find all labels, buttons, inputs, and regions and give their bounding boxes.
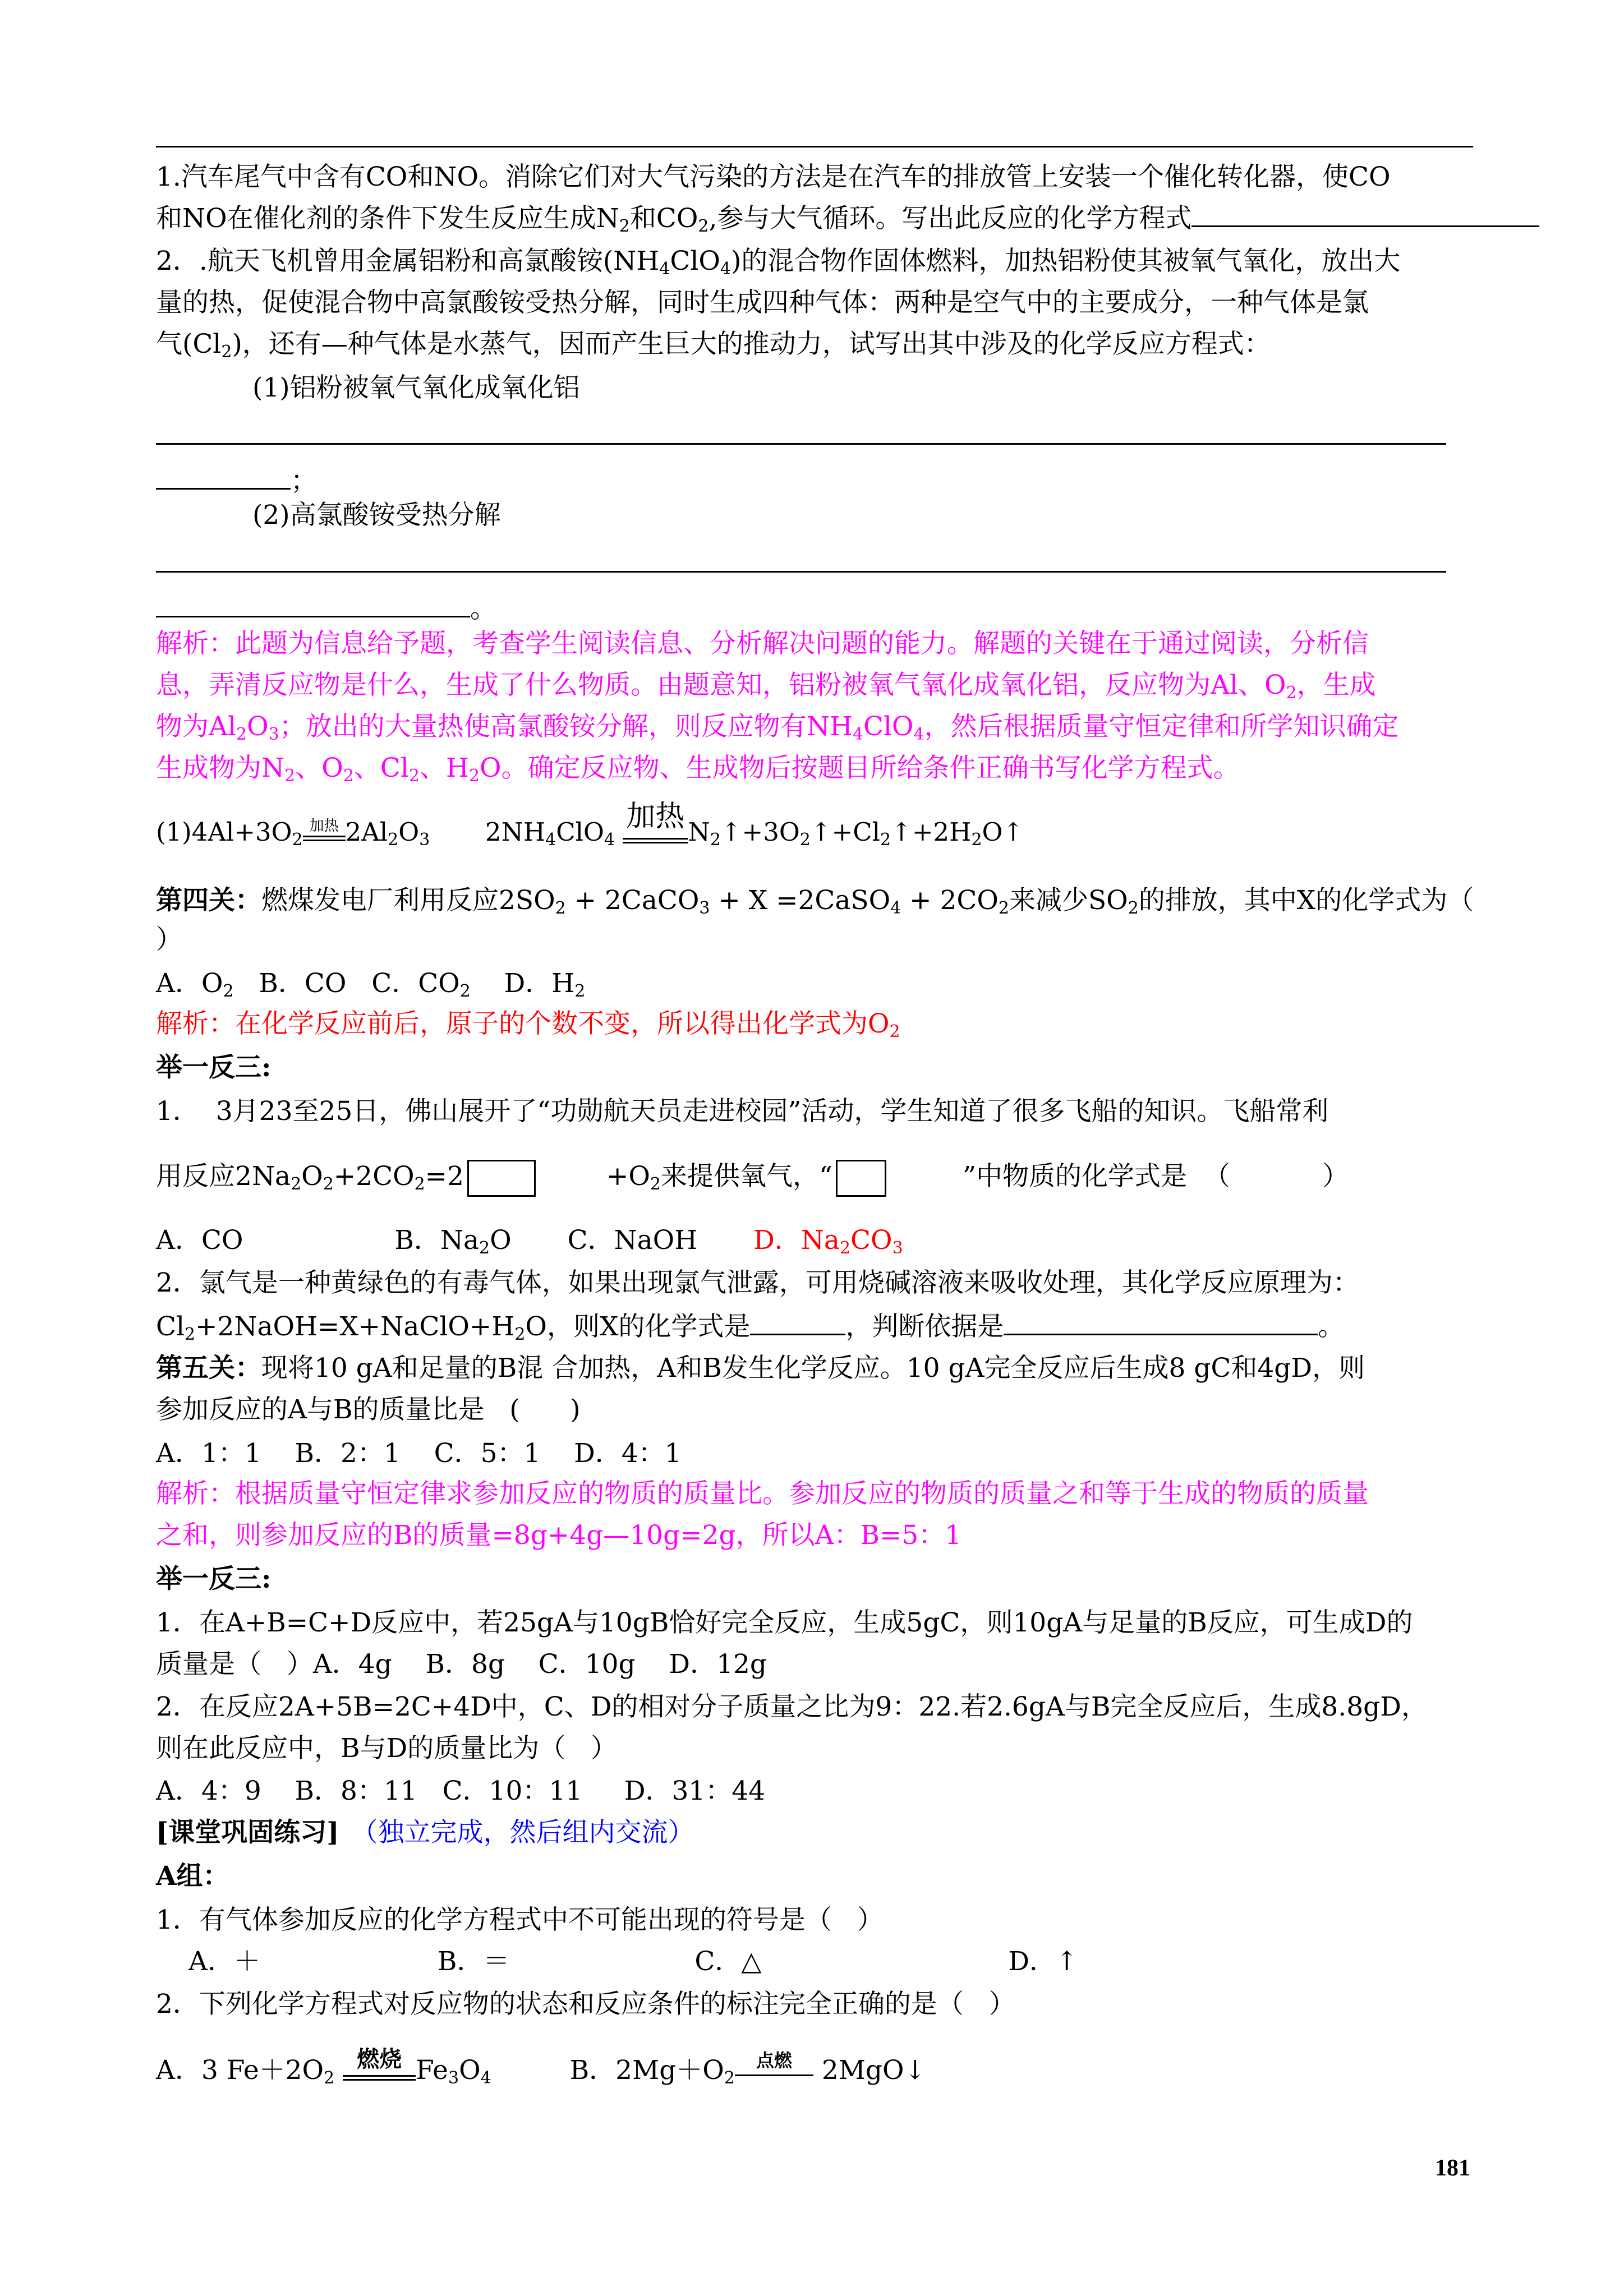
practice3b-q2-line2: 则在此反应中，B与D的质量比为（ ） (156, 1733, 618, 1764)
q2-part1: (1)铝粉被氧气氧化成氧化铝 (252, 372, 580, 403)
q2-part2: (2)高氯酸铵受热分解 (252, 500, 501, 531)
answer-blank[interactable] (750, 1311, 845, 1335)
analysis1-line4: 生成物为$N_2$、$O_2$、$Cl_2$、$H_2O$。确定反应物、生成物后按题目所给条件正确书写化学方程式。 (156, 753, 1240, 786)
analysis1-line1: 解析：此题为信息给予题，考查学生阅读信息、分析解决问题的能力。解题的关键在于通过阅读，分析信 (156, 628, 1369, 659)
practice3a-q1-line1: 1． 3月23至25日，佛山展开了“功勋航天员走进校园”活动，学生知道了很多飞船的知识。飞船常利 (156, 1096, 1329, 1127)
practice3b-q1-line2: 质量是（ ）A．4g B．8g C．10g D．12g (156, 1649, 767, 1680)
q1-line1: 1.汽车尾气中含有CO和NO。消除它们对大气污染的方法是在汽车的排放管上安装一个催化转化器，使CO (156, 162, 1391, 192)
analysis1-line3: 物为$Al_2O_3$；放出的大量热使高氯酸铵分解，则反应物有$NH_4ClO_4$，然后根据质量守恒定律和所学知识确定 (156, 711, 1399, 744)
answer-blank[interactable] (1004, 1311, 1318, 1335)
q1-line2: 和NO在催化剂的条件下发生反应生成$N_2$和$CO_2$,参与大气循环。写出此反应的化学方程式 (156, 203, 1539, 235)
answer-blank[interactable] (1191, 203, 1539, 227)
level5-analysis2: 之和，则参加反应的B的质量=8g+4g—10g=2g，所以A：B=5：1 (156, 1520, 962, 1551)
condition-ignite: 点燃 (735, 2064, 813, 2082)
practice3a-q2-line2: $Cl_2+2NaOH=X+NaClO+H_2O$，则X的化学式是 ，判断依据是 。 (156, 1311, 1345, 1344)
condition-heat: 加热 (303, 829, 346, 843)
q2-part2-end: 。 (156, 593, 496, 622)
answer-blank[interactable] (156, 465, 291, 490)
level5-options: A．1：1 B．2：1 C．5：1 D．4：1 (156, 1438, 682, 1469)
q2-line2: 量的热，促使混合物中高氯酸铵受热分解，同时生成四种气体：两种是空气中的主要成分，一种气体是氯 (156, 287, 1369, 318)
practice-title: 举一反三: (156, 1052, 272, 1083)
practice3a-q1-line2: 用反应$2Na_2O_2+2CO_2=2 +O_2$来提供氧气，“ ”中物质的化学式是 （ ） (156, 1160, 1349, 1197)
practice3b-q2-line1: 2．在反应2A+5B=2C+4D中，C、D的相对分子质量之比为9：22.若2.6gA与B完全反应后，生成8.8gD， (156, 1691, 1428, 1722)
practice3a-q1-options: A．CO B．$Na_2O$ C．NaOH D．$Na_2CO_3$ (156, 1225, 903, 1258)
level4-options: A．$O_2$ B．CO C．$CO_2$ D．$H_2$ (156, 968, 586, 1001)
group-a-heading: A组： (156, 1861, 229, 1892)
consolidation-q1: 1．有气体参加反应的化学方程式中不可能出现的符号是（ ） (156, 1905, 884, 1935)
consolidation-heading: [课堂巩固练习] （独立完成，然后组内交流） (156, 1817, 694, 1848)
level4-analysis: 解析：在化学反应前后，原子的个数不变，所以得出化学式为$O_2$ (156, 1008, 900, 1041)
condition-heat: 加热 (623, 817, 688, 846)
level5-analysis1: 解析：根据质量守恒定律求参加反应的物质的质量比。参加反应的物质的质量之和等于生成的物质的质量 (156, 1478, 1369, 1509)
q2-line3: 气$(Cl_2)$，还有—种气体是水蒸气，因而产生巨大的推动力，试写出其中涉及的化学反应方程式： (156, 329, 1271, 362)
equations-line: $(1)4Al+3O_2$ 加热 $2Al_2O_3$ $2NH_4ClO_4$ 加热 $N_2↑+3O_2↑+Cl_2↑+2H_2O↑$ (156, 800, 1024, 850)
practice3a-q2-line1: 2．氯气是一种黄绿色的有毒气体，如果出现氯气泄露，可用烧碱溶液来吸收处理，其化学反应原理为： (156, 1267, 1359, 1298)
q2-part1-end: ； (156, 465, 317, 494)
consolidation-q2: 2．下列化学方程式对反应物的状态和反应条件的标注完全正确的是（ ） (156, 1989, 1015, 2020)
page-number: 181 (1435, 2155, 1470, 2181)
level4-close: ） (156, 924, 182, 955)
answer-box[interactable] (467, 1160, 536, 1197)
consolidation-q2-options: A．3 $Fe+2O_2$ 燃烧 $Fe_3O_4$ B．$2Mg+O_2$ 点燃 2MgO↓ (156, 2046, 926, 2088)
header-rule (156, 146, 1473, 147)
level5-line2: 参加反应的A与B的质量比是 ( ) (156, 1394, 581, 1425)
answer-blank[interactable] (156, 593, 470, 617)
practice3b-q2-options: A．4：9 B．8：11 C．10：11 D．31：44 (156, 1776, 766, 1806)
practice3b-q1-line1: 1．在A+B=C+D反应中，若25gA与10gB恰好完全反应，生成5gC，则10gA与足量的B反应，可生成D的 (156, 1607, 1413, 1638)
level5-line1: 第五关：现将10 gA和足量的B混 合加热，A和B发生化学反应。10 gA完全反应后生成8 gC和4gD，则 (156, 1353, 1365, 1384)
answer-line[interactable] (156, 571, 1446, 573)
level4-line1: 第四关：燃煤发电厂利用反应$2SO_2$ + 2CaCO$_3$ + X =2CaSO$_4$ + $2CO_2$来减少$SO_2$的排放，其中X的化学式为（ (156, 885, 1474, 918)
condition-burn: 燃烧 (343, 2060, 416, 2083)
analysis1-line2: 息，弄清反应物是什么，生成了什么物质。由题意知，铝粉被氧气氧化成氧化铝，反应物为Al、$O_2$，生成 (156, 670, 1376, 703)
answer-box[interactable] (836, 1160, 886, 1197)
q2-line1: 2．.航天飞机曾用金属铝粉和高氯酸铵$(NH_4ClO_4)$的混合物作固体燃料，加热铝粉使其被氧气氧化，放出大 (156, 246, 1401, 279)
practice-title: 举一反三: (156, 1564, 272, 1594)
answer-line[interactable] (156, 443, 1446, 445)
consolidation-q1-options: A．＋ B．＝ C．△ D．↑ (188, 1946, 1078, 1977)
